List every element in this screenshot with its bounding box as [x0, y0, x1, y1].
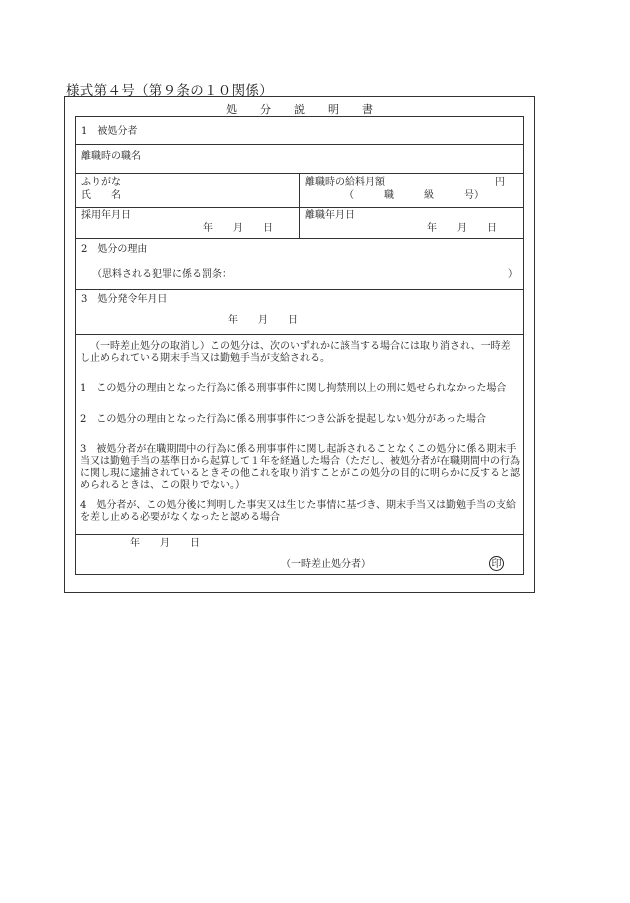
form-title: 様式第４号（第９条の１０関係）: [66, 83, 273, 99]
signer-label: （一時差止処分者）: [281, 559, 371, 570]
retire-date-label: 離職年月日: [305, 210, 355, 221]
name-label: 氏 名: [81, 190, 121, 201]
heading-char: 明: [328, 103, 339, 116]
explanation-intro: （一時差止処分の取消し）この処分は、次のいずれかに該当する場合には取り消され、一時差し止められている期末手当又は勤勉手当が支給される。: [80, 341, 511, 364]
heading-char: 処: [226, 103, 237, 116]
reason-close: ）: [508, 269, 518, 280]
hire-date-blank: 年 月 日: [203, 223, 273, 234]
table-rule: [75, 238, 524, 239]
heading-char: 説: [294, 103, 305, 116]
heading-char: 分: [260, 103, 271, 116]
document-heading: [64, 101, 535, 117]
footer-date-blank: 年 月 日: [130, 538, 200, 549]
table-rule: [75, 334, 524, 335]
issue-date-blank: 年 月 日: [228, 315, 298, 326]
heading-char: 書: [362, 103, 373, 116]
table-rule: [75, 289, 524, 290]
salary-label: 離職時の給料月額: [305, 177, 385, 188]
job-title-label: 離職時の職名: [81, 151, 141, 162]
explanation-item-1: 1 この処分の理由となった行為に係る刑事事件に関し拘禁刑以上の刑に処せられなかった場合: [80, 383, 507, 394]
salary-unit: 円: [495, 177, 505, 188]
seal-mark: 印: [489, 556, 504, 571]
section-1-label: 1 被処分者: [81, 126, 138, 137]
reason-line: （思料される犯罪に係る罰条：: [92, 269, 232, 280]
section-3-label: 3 処分発令年月日: [81, 294, 168, 305]
hire-date-label: 採用年月日: [81, 210, 131, 221]
furigana-label: ふりがな: [81, 177, 121, 188]
section-2-label: 2 処分の理由: [81, 244, 148, 255]
retire-date-blank: 年 月 日: [427, 223, 497, 234]
explanation-item-3: 3 被処分者が在職期間中の行為に係る刑事事件に関し起訴されることなくこの処分に係る期末手当又は勤勉手当の基準日から起算して１年を経過した場合（ただし、被処分者が在職期間中の行為に関し現に逮捕されているときその他これを取り消すことがこの処分の目的に明らかに反すると認められるときは、この限りでない。）: [80, 444, 520, 491]
table-column-divider: [299, 173, 300, 238]
explanation-item-4: 4 処分者が、この処分後に判明した事実又は生じた事情に基づき、期末手当又は勤勉手当の支給を差し止める必要がなくなったと認める場合: [80, 500, 516, 523]
table-rule: [75, 144, 524, 145]
explanation-item-2: 2 この処分の理由となった行為に係る刑事事件につき公訴を提起しない処分があった場合: [80, 414, 487, 425]
table-rule: [75, 534, 524, 535]
grade-line: （ 職 級 号）: [344, 190, 484, 201]
